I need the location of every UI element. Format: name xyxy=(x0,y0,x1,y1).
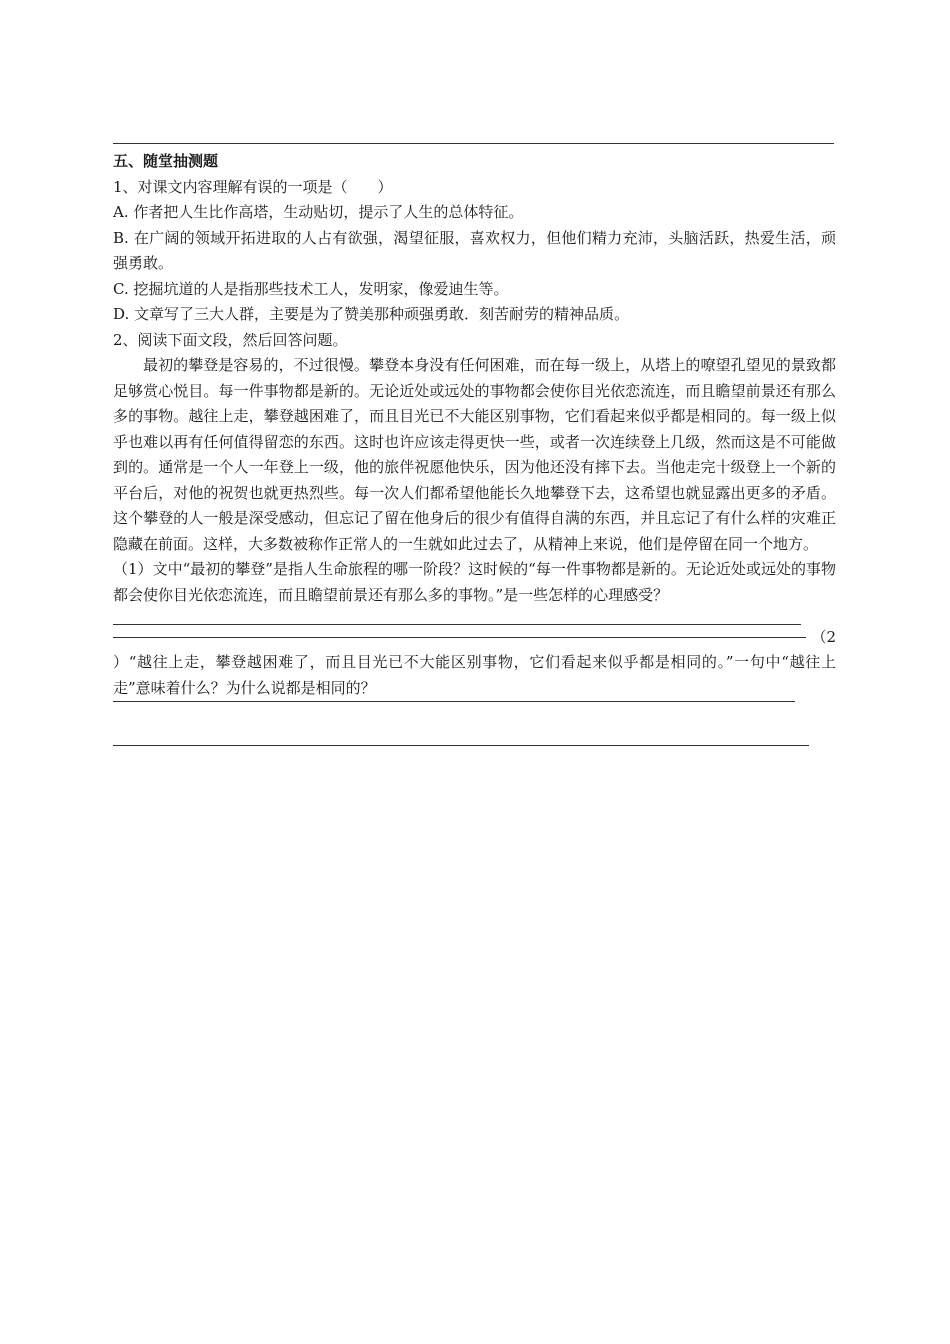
sub-question-1: （1）文中“最初的攀登”是指人生命旅程的哪一阶段？这时候的“每一件事物都是新的。无论近处或远处的事物都会使你目光依恋流连，而且瞻望前景还有那么多的事物。”是一些怎样的心理感受？ xyxy=(113,560,836,604)
document-body xyxy=(113,149,836,746)
header-rule xyxy=(113,143,834,144)
section-title: 五、随堂抽测题 xyxy=(113,152,219,170)
answer-row xyxy=(113,625,836,650)
answer-line[interactable] xyxy=(113,701,795,702)
answer-line[interactable] xyxy=(113,745,809,746)
question-1-option-b: B. 在广阔的领域开拓进取的人占有欲强，渴望征服，喜欢权力，但他们精力充沛，头脑活跃，热爱生活，顽强勇敢。 xyxy=(113,228,836,272)
question-1-option-d: D. 文章写了三大人群，主要是为了赞美那种顽强勇敢．刻苦耐劳的精神品质。 xyxy=(113,305,630,323)
question-1-stem: 1、对课文内容理解有误的一项是（ ） xyxy=(113,177,393,196)
question-2-stem: 2、阅读下面文段，然后回答问题。 xyxy=(113,330,348,349)
reading-passage: 最初的攀登是容易的，不过很慢。攀登本身没有任何困难，而在每一级上，从塔上的嘹望孔望见的景致都足够赏心悦目。每一件事物都是新的。无论近处或远处的事物都会使你目光依恋流连，而且瞻望前景还有那么多的事物。越往上走，攀登越困难了，而且目光已不大能区别事物，它们看起来似乎都是相同的。每一级上似乎也难以再有任何值得留恋的东西。这时也许应该走得更快一些，或者一次连续登上几级，然而这是不可能做到的。通常是一个人一年登上一级，他的旅伴祝愿他快乐，因为他还没有摔下去。当他走完十级登上一个新的平台后，对他的祝贺也就更热烈些。每一次人们都希望他能长久地攀登下去，这希望也就显露出更多的矛盾。这个攀登的人一般是深受感动，但忘记了留在他身后的很少有值得自满的东西，并且忘记了有什么样的灾难正隐藏在前面。这样，大多数被称作正常人的一生就如此过去了，从精神上来说，他们是停留在同一个地方。 xyxy=(113,356,836,553)
answer-line[interactable] xyxy=(113,637,806,638)
sub-question-2-number: （2 xyxy=(811,628,836,646)
question-1-option-a: A. 作者把人生比作高塔，生动贴切，提示了人生的总体特征。 xyxy=(113,203,524,221)
question-1-option-c: C. 挖掘坑道的人是指那些技术工人，发明家，像爱迪生等。 xyxy=(113,279,509,298)
sub-question-2: ）“越往上走，攀登越困难了，而且目光已不大能区别事物，它们看起来似乎都是相同的。”一句中“越往上走”意味着什么？为什么说都是相同的？ xyxy=(113,653,836,697)
